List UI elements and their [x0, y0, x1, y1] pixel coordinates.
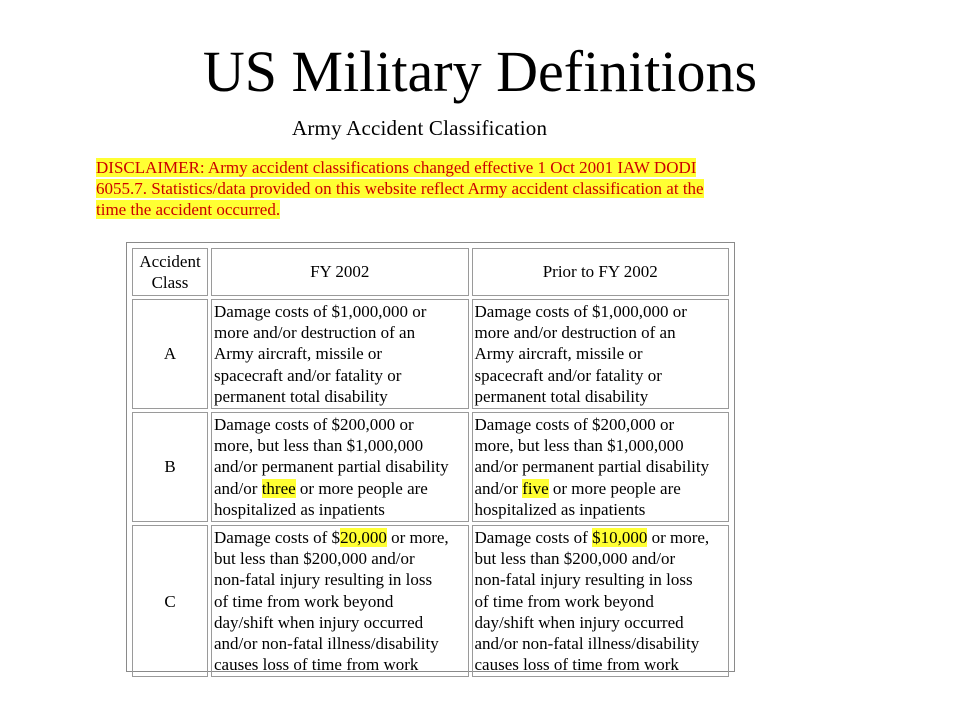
cell-line: Damage costs of $200,000 or — [474, 415, 675, 435]
header-class-line2: Class — [151, 273, 189, 292]
cell-line: hospitalized as inpatients — [474, 499, 646, 519]
class-cell: A — [132, 299, 208, 409]
cell-line: spacecraft and/or fatality or — [474, 365, 662, 385]
cell-line: Army aircraft, missile or — [474, 344, 643, 364]
header-prior-fy2002: Prior to FY 2002 — [472, 248, 730, 296]
cell-line: and/or non-fatal illness/disability — [214, 634, 439, 654]
header-accident-class — [132, 248, 208, 296]
cell-line: more and/or destruction of an — [214, 323, 416, 343]
cell-line — [475, 478, 727, 499]
fy2002-cell — [211, 412, 469, 522]
highlighted-text: three — [261, 478, 296, 498]
highlighted-text: $10,000 — [592, 528, 648, 548]
highlighted-text: five — [522, 478, 549, 498]
prior-cell — [472, 525, 730, 677]
cell-line: causes loss of time from work — [474, 655, 679, 675]
cell-line: but less than $200,000 and/or — [474, 549, 676, 569]
fy2002-cell — [211, 525, 469, 677]
cell-line: Damage costs of $1,000,000 or — [214, 302, 427, 321]
cell-line — [214, 478, 466, 499]
disclaimer-line: 6055.7. Statistics/data provided on this website reflect Army accident classification at the — [96, 179, 704, 198]
cell-line: more, but less than $1,000,000 — [214, 436, 424, 456]
cell-line: and/or permanent partial disability — [474, 457, 710, 477]
cell-text: Damage costs of — [474, 528, 593, 548]
fy2002-cell — [211, 299, 469, 409]
cell-line: hospitalized as inpatients — [214, 499, 385, 519]
slide-title: US Military Definitions — [202, 39, 758, 104]
cell-line: spacecraft and/or fatality or — [214, 365, 402, 385]
cell-line — [214, 527, 466, 548]
cell-line: non-fatal injury resulting in loss — [474, 570, 693, 590]
prior-cell — [472, 299, 730, 409]
cell-line: causes loss of time from work — [214, 655, 419, 675]
disclaimer-text — [96, 157, 768, 220]
table-header-row — [132, 248, 729, 296]
cell-text: or more people are — [295, 478, 428, 498]
cell-line: Army aircraft, missile or — [214, 344, 383, 364]
highlighted-text: 20,000 — [340, 528, 387, 548]
header-fy2002: FY 2002 — [211, 248, 469, 296]
cell-text: or more, — [647, 528, 710, 548]
cell-line: permanent total disability — [474, 386, 649, 406]
table-caption: Army Accident Classification — [292, 116, 548, 140]
cell-line: but less than $200,000 and/or — [214, 549, 415, 569]
cell-text: and/or — [474, 478, 523, 498]
classification-table-grid — [129, 245, 732, 680]
cell-line: day/shift when injury occurred — [474, 612, 684, 632]
disclaimer-line: time the accident occurred. — [96, 200, 281, 219]
cell-text: and/or — [214, 478, 262, 498]
disclaimer-line: DISCLAIMER: Army accident classifications changed effective 1 Oct 2001 IAW DODI — [96, 158, 697, 177]
cell-text: Damage costs of $ — [214, 528, 341, 548]
prior-cell — [472, 412, 730, 522]
cell-line: more and/or destruction of an — [474, 323, 676, 343]
classification-table — [126, 242, 735, 675]
cell-text: or more people are — [548, 478, 681, 498]
cell-line: Damage costs of $1,000,000 or — [474, 302, 687, 321]
cell-text: or more, — [386, 528, 449, 548]
cell-line: more, but less than $1,000,000 — [474, 436, 684, 456]
header-class-line1: Accident — [139, 251, 201, 271]
cell-line: of time from work beyond — [474, 591, 654, 611]
cell-line: permanent total disability — [214, 386, 388, 406]
table-row — [132, 299, 729, 409]
table-row — [132, 525, 729, 677]
cell-line: and/or non-fatal illness/disability — [474, 634, 700, 654]
cell-line: non-fatal injury resulting in loss — [214, 570, 433, 590]
cell-line: Damage costs of $200,000 or — [214, 415, 414, 435]
cell-line: and/or permanent partial disability — [214, 457, 449, 477]
class-cell: B — [132, 412, 208, 522]
cell-line: of time from work beyond — [214, 591, 394, 611]
class-cell: C — [132, 525, 208, 677]
table-row — [132, 412, 729, 522]
cell-line: day/shift when injury occurred — [214, 612, 424, 632]
cell-line — [475, 527, 727, 548]
